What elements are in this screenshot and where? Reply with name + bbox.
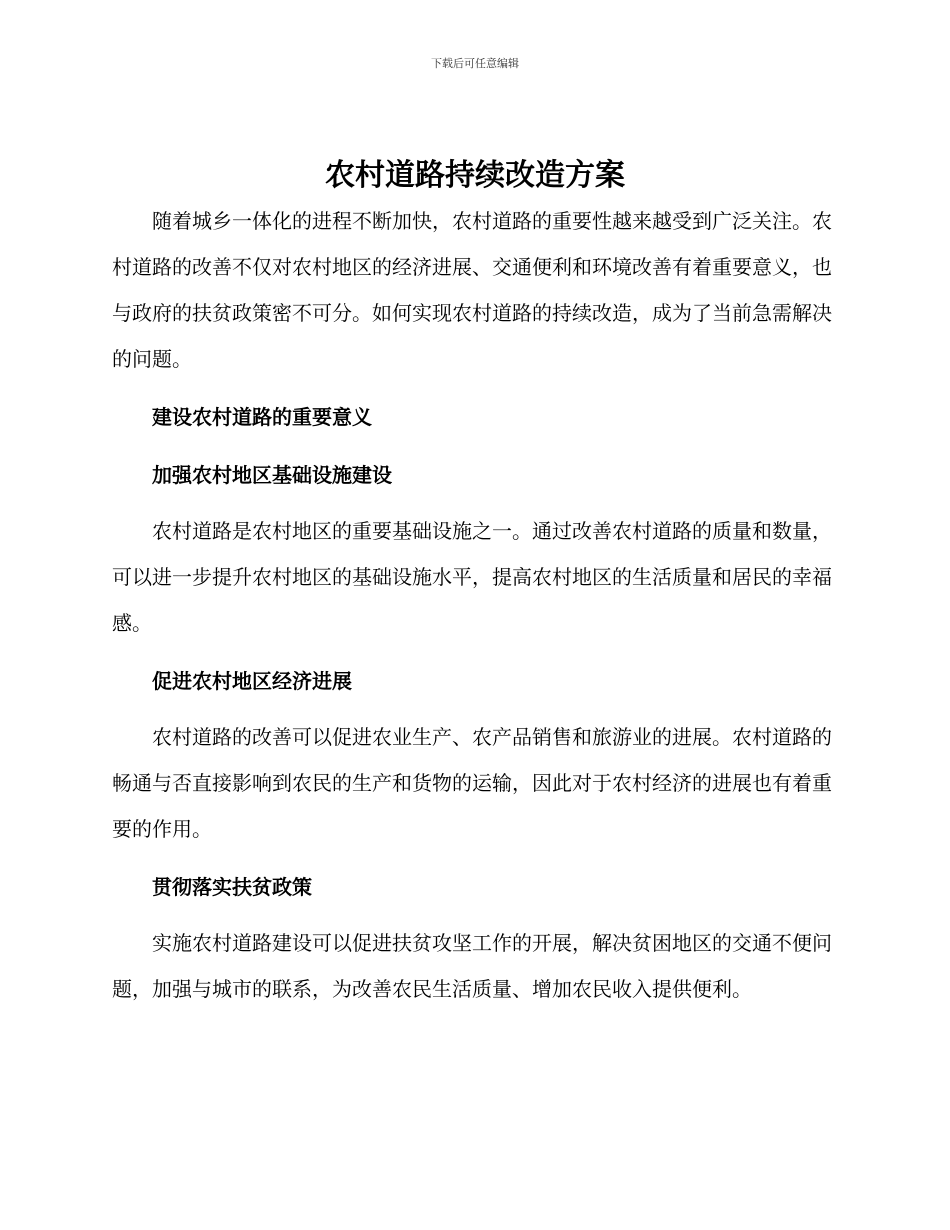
document-body	[112, 198, 832, 1012]
subsection-heading-economy: 促进农村地区经济进展	[152, 669, 352, 693]
subsection-heading-poverty: 贯彻落实扶贫政策	[152, 875, 312, 899]
subsection-body-poverty: 实施农村道路建设可以促进扶贫攻坚工作的开展，解决贫困地区的交通不便问题，加强与城市的联系，为改善农民生活质量、增加农民收入提供便利。	[112, 931, 832, 1001]
header-note: 下载后可任意编辑	[431, 57, 519, 70]
subsection-body-economy: 农村道路的改善可以促进农业生产、农产品销售和旅游业的进展。农村道路的畅通与否直接影响到农民的生产和货物的运输，因此对于农村经济的进展也有着重要的作用。	[112, 725, 832, 841]
document-title: 农村道路持续改造方案	[325, 158, 625, 193]
subsection-heading-infrastructure: 加强农村地区基础设施建设	[152, 463, 392, 487]
intro-paragraph: 随着城乡一体化的进程不断加快，农村道路的重要性越来越受到广泛关注。农村道路的改善不仅对农村地区的经济进展、交通便利和环境改善有着重要意义，也与政府的扶贫政策密不可分。如何实现农村道路的持续改造，成为了当前急需解决的问题。	[112, 209, 832, 371]
subsection-body-infrastructure: 农村道路是农村地区的重要基础设施之一。通过改善农村道路的质量和数量，可以进一步提升农村地区的基础设施水平，提高农村地区的生活质量和居民的幸福感。	[112, 519, 832, 635]
section-heading: 建设农村道路的重要意义	[152, 405, 372, 429]
